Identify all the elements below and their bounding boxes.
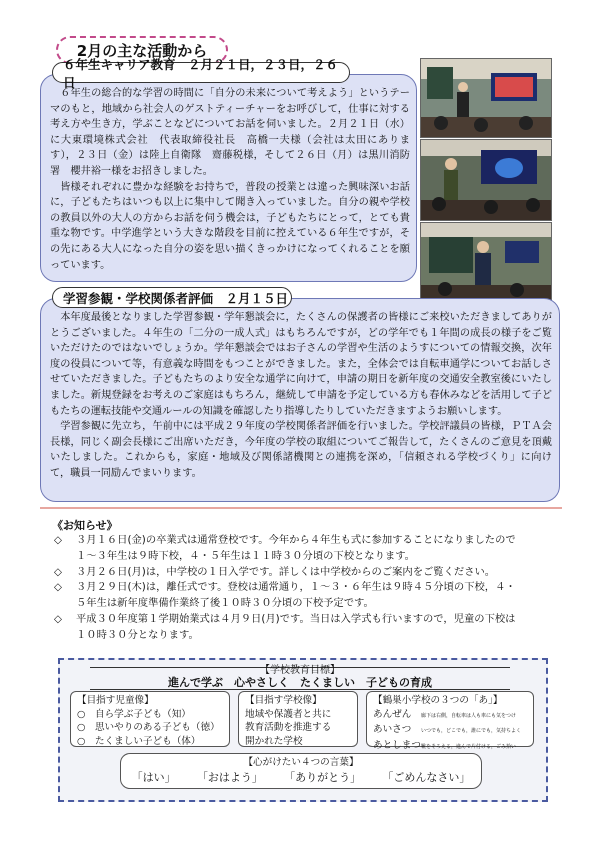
diamond-icon: ◇ <box>54 612 62 625</box>
word-gomennasai: 「ごめんなさい」 <box>382 770 471 784</box>
three-a-word: あんぜん <box>373 708 412 720</box>
page-title-text: 2月の主な活動から <box>76 41 208 60</box>
notices-list <box>54 533 564 644</box>
classroom-photo-3 <box>420 222 552 304</box>
three-a-title: 【鶴巣小学校の３つの「あ」】 <box>373 695 503 706</box>
school-goal-line: 教育活動を推進する <box>245 722 332 733</box>
career-paragraph: ６年生の総合的な学習の時間に「自分の未来について考えよう」というテーマのもと，地域から社会人のゲストティーチャーをお呼びして，仕事に対する考え方や生き方，学ぶことなどについてお話を伺いました。２月２１日（水）に大東環境株式会社 代表取締役社長 高橋一夫様（会社は太田にあります），２３日（金）は陸上自衛隊 齋藤税様，そして２６日（月）は黒川消防署 櫻井裕一様をお招きしました。 <box>50 88 410 177</box>
section-divider <box>40 507 562 509</box>
career-body <box>50 86 410 273</box>
goals-motto-underline <box>90 689 510 690</box>
goals-title: 【学校教育目標】 <box>260 665 340 676</box>
sankan-header <box>52 287 292 308</box>
notice-item <box>54 565 564 581</box>
three-a-note: いつでも，どこでも，誰にでも，気持ちよく <box>421 728 522 734</box>
diamond-icon: ◇ <box>54 565 62 578</box>
goals-motto: 進んで学ぶ 心やさしく たくましい 子どもの育成 <box>168 676 432 689</box>
career-paragraph: 皆様それぞれに豊かな経験をお持ちで，普段の授業とは違った興味深いお話に，子どもたちはいつも以上に集中して聞き入っていました。自分の親や学校の教員以外の大人の方からお話を伺う機会は，子どもたちにとって，とても貴重な物です。中学進学という大きな階段を目前に控えている６年生ですが，その先にある大人になった自分の姿を思い描くきっかけになってくれることを願っています。 <box>50 181 410 271</box>
sankan-header-text: 学習参観・学校関係者評価 ２月１５日 <box>63 290 289 306</box>
four-words-row <box>121 771 481 785</box>
classroom-photo-1 <box>420 58 552 138</box>
career-header-text: ６年生キャリア教育 ２月２１日，２３日，２６日 <box>63 56 339 90</box>
three-a-row <box>373 708 527 724</box>
diamond-icon: ◇ <box>54 581 62 594</box>
diamond-icon: ◇ <box>54 534 62 546</box>
three-a-word: あとしまつ <box>373 739 421 751</box>
sankan-paragraph: 本年度最後となりました学習参観・学年懇談会に，たくさんの保護者の皆様にご来校いただきましてありがとうございました。４年生の「二分の一成人式」はもちろんですが，どの学年でも１年間の成長の様子をご覧いただけたのではないでしょうか。学年懇談会ではお子さんの学習や生活のようすについての情報交換，次年度の役員について等，有意義な時間をもつことができました。また，全体会では自転車通学についてお話しさせていただきました。子どもたちのより安全な通学に向けて，申請の期日を新年度の交通安全教室後にいたしました。新規登録をお考えのご家庭はもちろん，継続して申請を予定している方も春休みなどを活用して子どもたちの運転技能や交通ルールの知識を確認したり指導したりしていただきますようお願いします。 <box>50 312 552 417</box>
child-goals-box <box>70 691 230 747</box>
notice-text: ３月２９日(木)は，離任式です。登校は通常通り，１～３・６年生は９時４５分頃の下校，４・ <box>76 581 516 594</box>
three-a-word: あいさつ <box>373 724 412 735</box>
word-arigatou: 「ありがとう」 <box>284 770 362 784</box>
classroom-photo-2 <box>420 139 552 221</box>
classroom-photo-image <box>421 223 551 303</box>
three-a-note: 靴をそろえる，進んで片付ける，ごみ拾い <box>421 743 517 750</box>
notices-heading: 《お知らせ》 <box>52 519 118 532</box>
notice-item <box>54 580 564 612</box>
three-a-box <box>366 691 534 751</box>
notice-item <box>54 612 564 644</box>
four-words-box <box>120 753 482 789</box>
school-goal-line: 地域や保護者と共に <box>245 708 332 720</box>
word-ohayou: 「おはよう」 <box>196 770 263 784</box>
child-goals-title: 【目指す児童像】 <box>77 695 154 706</box>
three-a-row <box>373 723 527 739</box>
classroom-photo-image <box>421 140 551 220</box>
notice-item <box>54 533 564 565</box>
three-a-row <box>373 739 527 755</box>
notice-text: 平成３０年度第１学期始業式は４月９日(月)です。当日は入学式も行いますので，児童の下校は <box>76 612 516 625</box>
child-goal-item: ○ 思いやりのある子ども（徳） <box>77 722 220 733</box>
career-header <box>52 56 350 90</box>
notice-text: ３月１６日(金)の卒業式は通常登校です。今年から４年生も式に参加することになりましたので <box>76 534 516 546</box>
notice-text: ５年生は新年度準備作業終了後１０時３０分頃の下校予定です。 <box>76 597 374 610</box>
word-hai: 「はい」 <box>131 770 176 784</box>
school-goals-title: 【目指す学校像】 <box>245 695 322 706</box>
four-words-title: 【心がけたい４つの言葉】 <box>243 757 359 768</box>
notice-text: １０時３０分となります。 <box>76 628 199 641</box>
sankan-body <box>50 310 552 482</box>
school-goals-box-inner <box>238 691 358 747</box>
school-goal-line: 開かれた学校 <box>245 735 303 747</box>
child-goal-item: ○ 自ら学ぶ子ども（知） <box>77 708 191 720</box>
child-goal-item: ○ たくましい子ども（体） <box>77 735 201 747</box>
sankan-paragraph: 学習参観に先立ち，午前中には平成２９年度の学校関係者評価を行いました。学校評議員の皆様，ＰＴＡ会長様，同じく副会長様にご出席いただき，今年度の学校の取組についてご報告して，たくさんのご意見を頂戴いたしました。これからも，家庭・地域及び関係諸機関との連携を深め，「信頼される学校づくり」に向けて，職員一同励んでまいります。 <box>50 421 552 479</box>
notice-text: ３月２６日(月)は，中学校の１日入学です。詳しくは中学校からのご案内をご覧ください。 <box>76 565 496 578</box>
three-a-note: 廊下は右側，自転車は人も車にも気をつけ <box>421 712 517 719</box>
classroom-photo-image <box>421 59 551 137</box>
notice-text: １～３年生は９時下校，４・５年生は１１時３０分頃の下校となります。 <box>76 549 415 562</box>
